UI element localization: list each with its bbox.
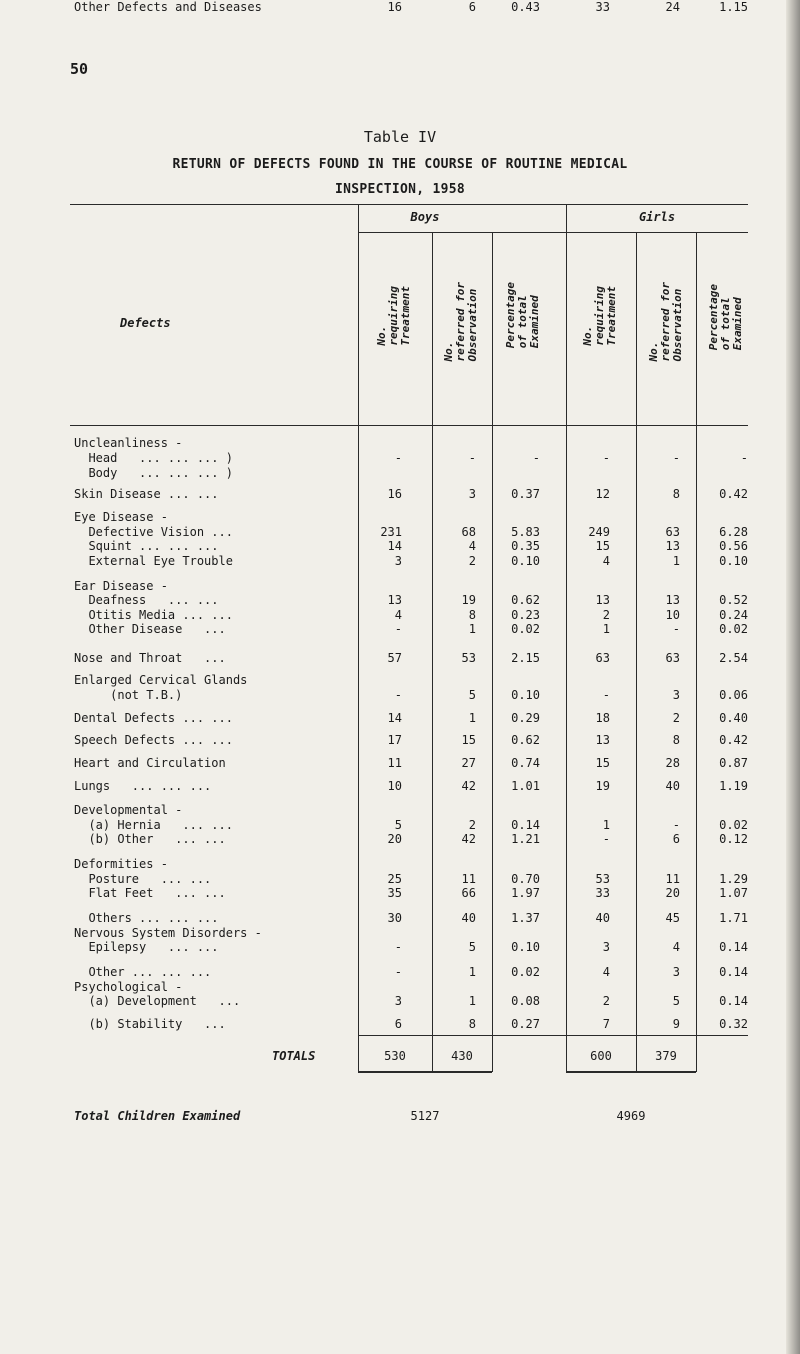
row-label: Psychological - (74, 980, 183, 994)
page-edge (786, 0, 800, 1354)
cell-boys-treatment: 4 (394, 608, 402, 622)
cell-girls-observation: 8 (672, 487, 680, 501)
cell-boys-treatment: - (394, 622, 402, 636)
col-head-boys-percentage: Percentage of total Examined (504, 282, 541, 349)
cell-girls-observation: 63 (665, 525, 680, 539)
cell-boys-observation: 2 (468, 554, 476, 568)
cell-boys-treatment: 14 (387, 711, 402, 725)
cell-boys-observation: 19 (461, 593, 476, 607)
cell-girls-observation: 6 (672, 832, 680, 846)
cell-boys-percentage: 1.37 (511, 911, 540, 925)
row-label: Lungs ... ... ... (74, 779, 212, 793)
cell-girls-observation: 28 (665, 756, 680, 770)
row-label: (a) Development ... (74, 994, 241, 1008)
cell-girls-treatment: 1 (602, 818, 610, 832)
cell-boys-percentage: 0.02 (511, 965, 540, 979)
table-label: Table IV (363, 128, 437, 146)
cell-girls-percentage: 0.14 (719, 965, 748, 979)
cell-girls-observation: 5 (672, 994, 680, 1008)
cell-girls-observation: 2 (672, 711, 680, 725)
cell-boys-percentage: 1.01 (511, 779, 540, 793)
cell-boys-treatment: 17 (387, 733, 402, 747)
cell-boys-treatment: 231 (380, 525, 402, 539)
row-label: Body ... ... ... ) (74, 466, 233, 480)
cell-boys-treatment: - (394, 451, 402, 465)
row-label: (b) Stability ... (74, 1017, 226, 1031)
cell-boys-percentage: 1.21 (511, 832, 540, 846)
cell-boys-percentage: 0.35 (511, 539, 540, 553)
cell-boys-percentage: 0.10 (511, 688, 540, 702)
row-label: Other Defects and Diseases (74, 0, 262, 14)
rule-totals-top (358, 1035, 748, 1036)
cell-boys-treatment: 57 (387, 651, 402, 665)
row-label: Enlarged Cervical Glands (74, 673, 248, 687)
col-head-girls-percentage: Percentage of total Examined (707, 284, 744, 351)
cell-girls-percentage: 0.12 (719, 832, 748, 846)
cell-boys-treatment: 14 (387, 539, 402, 553)
rule-under-groups (358, 232, 748, 233)
cell-boys-treatment: - (394, 965, 402, 979)
cell-girls-observation: 13 (665, 593, 680, 607)
cell-boys-observation: 1 (468, 994, 476, 1008)
table-title-line-1: RETURN OF DEFECTS FOUND IN THE COURSE OF ROUTINE MEDICAL (172, 157, 628, 172)
cell-boys-treatment: 30 (387, 911, 402, 925)
cell-girls-treatment: 7 (602, 1017, 610, 1031)
cell-girls-observation: 3 (672, 965, 680, 979)
cell-girls-treatment: - (602, 451, 610, 465)
cell-boys-observation: 6 (468, 0, 476, 14)
cell-girls-percentage: 1.15 (719, 0, 748, 14)
cell-girls-percentage: 0.24 (719, 608, 748, 622)
rule-top (70, 204, 748, 205)
cell-boys-treatment: 25 (387, 872, 402, 886)
total-boys-observation: 430 (451, 1049, 473, 1063)
row-label: Developmental - (74, 803, 183, 817)
cell-boys-percentage: 1.97 (511, 886, 540, 900)
cell-girls-observation: 8 (672, 733, 680, 747)
cell-girls-treatment: 249 (588, 525, 610, 539)
cell-girls-treatment: 2 (602, 994, 610, 1008)
cell-boys-observation: 53 (461, 651, 476, 665)
cell-boys-treatment: 11 (387, 756, 402, 770)
totals-label: TOTALS (272, 1049, 316, 1063)
cell-boys-percentage: 0.10 (511, 940, 540, 954)
row-label: External Eye Trouble (74, 554, 233, 568)
cell-boys-observation: 5 (468, 688, 476, 702)
cell-boys-percentage: 0.29 (511, 711, 540, 725)
total-boys-treatment: 530 (384, 1049, 406, 1063)
row-label: Flat Feet ... ... (74, 886, 226, 900)
row-label: Nose and Throat ... (74, 651, 226, 665)
cell-girls-percentage: 0.06 (719, 688, 748, 702)
cell-boys-treatment: - (394, 688, 402, 702)
cell-girls-percentage: 6.28 (719, 525, 748, 539)
col-head-girls-observation: No. referred for Observation (647, 282, 684, 362)
girls-heading: Girls (638, 210, 676, 224)
cell-boys-observation: 2 (468, 818, 476, 832)
cell-girls-percentage: 0.56 (719, 539, 748, 553)
rule-header-bottom (70, 425, 748, 426)
page-number: 50 (70, 60, 89, 78)
cell-girls-percentage: 0.42 (719, 487, 748, 501)
cell-boys-observation: 15 (461, 733, 476, 747)
cell-boys-treatment: 6 (394, 1017, 402, 1031)
total-examined-boys: 5127 (410, 1109, 440, 1123)
row-label: Squint ... ... ... (74, 539, 219, 553)
cell-girls-percentage: 0.02 (719, 622, 748, 636)
cell-boys-treatment: - (394, 940, 402, 954)
cell-boys-observation: 42 (461, 779, 476, 793)
cell-boys-percentage: - (532, 451, 540, 465)
cell-girls-observation: 24 (665, 0, 680, 14)
cell-boys-percentage: 0.37 (511, 487, 540, 501)
cell-girls-observation: 20 (665, 886, 680, 900)
cell-girls-observation: 45 (665, 911, 680, 925)
cell-girls-percentage: 0.87 (719, 756, 748, 770)
cell-girls-percentage: 1.29 (719, 872, 748, 886)
cell-boys-percentage: 0.02 (511, 622, 540, 636)
cell-boys-percentage: 0.10 (511, 554, 540, 568)
cell-boys-observation: 8 (468, 1017, 476, 1031)
total-examined-girls: 4969 (616, 1109, 646, 1123)
cell-girls-percentage: 0.40 (719, 711, 748, 725)
cell-boys-observation: 40 (461, 911, 476, 925)
cell-boys-percentage: 0.23 (511, 608, 540, 622)
cell-boys-observation: 8 (468, 608, 476, 622)
row-label: Others ... ... ... (74, 911, 219, 925)
cell-girls-treatment: 19 (595, 779, 610, 793)
cell-girls-treatment: 13 (595, 593, 610, 607)
cell-girls-observation: 40 (665, 779, 680, 793)
cell-girls-percentage: - (740, 451, 748, 465)
row-label: Deformities - (74, 857, 168, 871)
cell-girls-treatment: 15 (595, 756, 610, 770)
cell-boys-treatment: 3 (394, 994, 402, 1008)
cell-girls-observation: 10 (665, 608, 680, 622)
col-head-boys-treatment: No. requiring Treatment (375, 286, 412, 346)
row-label: Speech Defects ... ... (74, 733, 233, 747)
cell-girls-treatment: 1 (602, 622, 610, 636)
cell-girls-treatment: 18 (595, 711, 610, 725)
row-label: (b) Other ... ... (74, 832, 226, 846)
cell-girls-observation: - (672, 622, 680, 636)
cell-girls-observation: 1 (672, 554, 680, 568)
cell-girls-percentage: 2.54 (719, 651, 748, 665)
row-label: Heart and Circulation (74, 756, 226, 770)
cell-boys-observation: 5 (468, 940, 476, 954)
cell-girls-treatment: 15 (595, 539, 610, 553)
cell-girls-treatment: - (602, 688, 610, 702)
cell-boys-percentage: 0.62 (511, 593, 540, 607)
row-label: Other ... ... ... (74, 965, 212, 979)
cell-girls-treatment: 4 (602, 965, 610, 979)
cell-boys-treatment: 13 (387, 593, 402, 607)
row-label: (a) Hernia ... ... (74, 818, 233, 832)
total-girls-observation: 379 (655, 1049, 677, 1063)
cell-boys-observation: 3 (468, 487, 476, 501)
cell-boys-observation: 66 (461, 886, 476, 900)
row-label: Defective Vision ... (74, 525, 233, 539)
row-label: Posture ... ... (74, 872, 212, 886)
cell-boys-treatment: 16 (387, 0, 402, 14)
cell-girls-observation: - (672, 451, 680, 465)
cell-boys-percentage: 2.15 (511, 651, 540, 665)
rule-totals-bottom-boys (358, 1071, 492, 1073)
cell-boys-observation: 11 (461, 872, 476, 886)
cell-boys-treatment: 20 (387, 832, 402, 846)
cell-boys-percentage: 0.74 (511, 756, 540, 770)
cell-girls-treatment: 33 (595, 886, 610, 900)
cell-boys-observation: 1 (468, 965, 476, 979)
cell-girls-treatment: - (602, 832, 610, 846)
cell-girls-percentage: 0.10 (719, 554, 748, 568)
table-title-line-2: INSPECTION, 1958 (334, 182, 466, 197)
cell-girls-treatment: 13 (595, 733, 610, 747)
cell-boys-observation: 1 (468, 622, 476, 636)
row-label: Nervous System Disorders - (74, 926, 262, 940)
cell-girls-observation: 13 (665, 539, 680, 553)
cell-boys-observation: 42 (461, 832, 476, 846)
row-label: Other Disease ... (74, 622, 226, 636)
cell-boys-treatment: 35 (387, 886, 402, 900)
cell-girls-percentage: 1.71 (719, 911, 748, 925)
cell-girls-treatment: 53 (595, 872, 610, 886)
rule-totals-bottom-girls (566, 1071, 696, 1073)
cell-girls-treatment: 2 (602, 608, 610, 622)
cell-girls-treatment: 33 (595, 0, 610, 14)
col-head-girls-treatment: No. requiring Treatment (581, 286, 618, 346)
cell-boys-treatment: 5 (394, 818, 402, 832)
cell-girls-observation: 63 (665, 651, 680, 665)
cell-girls-percentage: 0.52 (719, 593, 748, 607)
cell-girls-treatment: 12 (595, 487, 610, 501)
row-label: Eye Disease - (74, 510, 168, 524)
cell-girls-percentage: 1.07 (719, 886, 748, 900)
cell-girls-treatment: 40 (595, 911, 610, 925)
col-head-boys-observation: No. referred for Observation (442, 282, 479, 362)
row-label: Head ... ... ... ) (74, 451, 233, 465)
cell-girls-percentage: 0.14 (719, 940, 748, 954)
cell-boys-treatment: 16 (387, 487, 402, 501)
row-label: Dental Defects ... ... (74, 711, 233, 725)
cell-boys-percentage: 0.62 (511, 733, 540, 747)
row-label: (not T.B.) (74, 688, 183, 702)
cell-girls-treatment: 4 (602, 554, 610, 568)
cell-girls-percentage: 0.32 (719, 1017, 748, 1031)
row-label: Uncleanliness - (74, 436, 183, 450)
cell-boys-observation: - (468, 451, 476, 465)
total-girls-treatment: 600 (590, 1049, 612, 1063)
cell-boys-observation: 68 (461, 525, 476, 539)
cell-girls-observation: 11 (665, 872, 680, 886)
cell-boys-percentage: 0.14 (511, 818, 540, 832)
cell-girls-observation: 4 (672, 940, 680, 954)
cell-girls-observation: 3 (672, 688, 680, 702)
cell-girls-treatment: 63 (595, 651, 610, 665)
cell-boys-percentage: 0.70 (511, 872, 540, 886)
total-examined-label: Total Children Examined (74, 1109, 241, 1123)
row-label: Skin Disease ... ... (74, 487, 219, 501)
cell-boys-observation: 27 (461, 756, 476, 770)
cell-boys-percentage: 0.08 (511, 994, 540, 1008)
cell-boys-observation: 1 (468, 711, 476, 725)
defects-heading: Defects (120, 316, 171, 330)
cell-girls-observation: - (672, 818, 680, 832)
row-label: Otitis Media ... ... (74, 608, 233, 622)
cell-girls-percentage: 0.14 (719, 994, 748, 1008)
cell-boys-observation: 4 (468, 539, 476, 553)
cell-girls-observation: 9 (672, 1017, 680, 1031)
cell-boys-treatment: 10 (387, 779, 402, 793)
row-label: Deafness ... ... (74, 593, 219, 607)
cell-boys-percentage: 5.83 (511, 525, 540, 539)
row-label: Ear Disease - (74, 579, 168, 593)
boys-heading: Boys (410, 210, 440, 224)
cell-girls-percentage: 1.19 (719, 779, 748, 793)
cell-girls-percentage: 0.02 (719, 818, 748, 832)
cell-boys-percentage: 0.43 (511, 0, 540, 14)
cell-boys-percentage: 0.27 (511, 1017, 540, 1031)
cell-girls-treatment: 3 (602, 940, 610, 954)
row-label: Epilepsy ... ... (74, 940, 219, 954)
cell-girls-percentage: 0.42 (719, 733, 748, 747)
cell-boys-treatment: 3 (394, 554, 402, 568)
